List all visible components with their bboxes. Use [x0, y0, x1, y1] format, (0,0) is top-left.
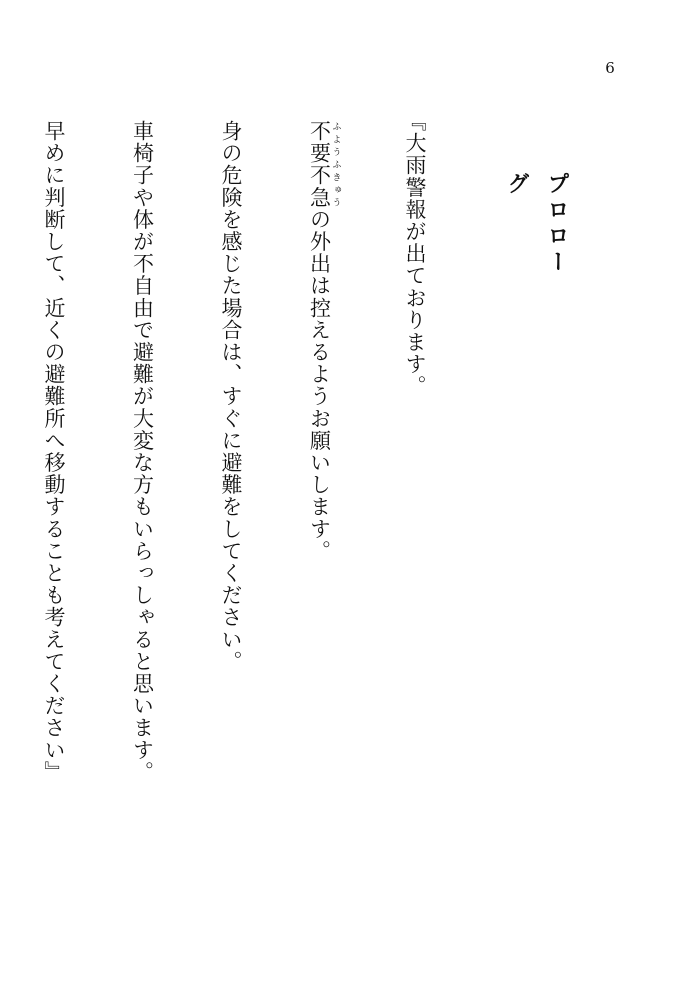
text-line: 不要不急 ふようふきゅうの外出は控えるようお願いします。 [307, 120, 341, 563]
page-number: 6 [605, 59, 615, 77]
text-line: 車椅子や体が不自由で避難が大変な方もいらっしゃると思います。 [130, 120, 155, 783]
body-text [42, 110, 488, 960]
text-line: 『大雨警報が出ております。 [403, 110, 427, 398]
chapter-title: プロローグ [504, 172, 569, 276]
text-line: 身の危険を感じた場合は、すぐに避難をしてください。 [219, 120, 243, 673]
ruby-word: 不要不急 ふようふきゅう [307, 120, 341, 209]
text-line: 早めに判断して、近くの避難所へ移動することも考えてください』 [42, 120, 66, 783]
